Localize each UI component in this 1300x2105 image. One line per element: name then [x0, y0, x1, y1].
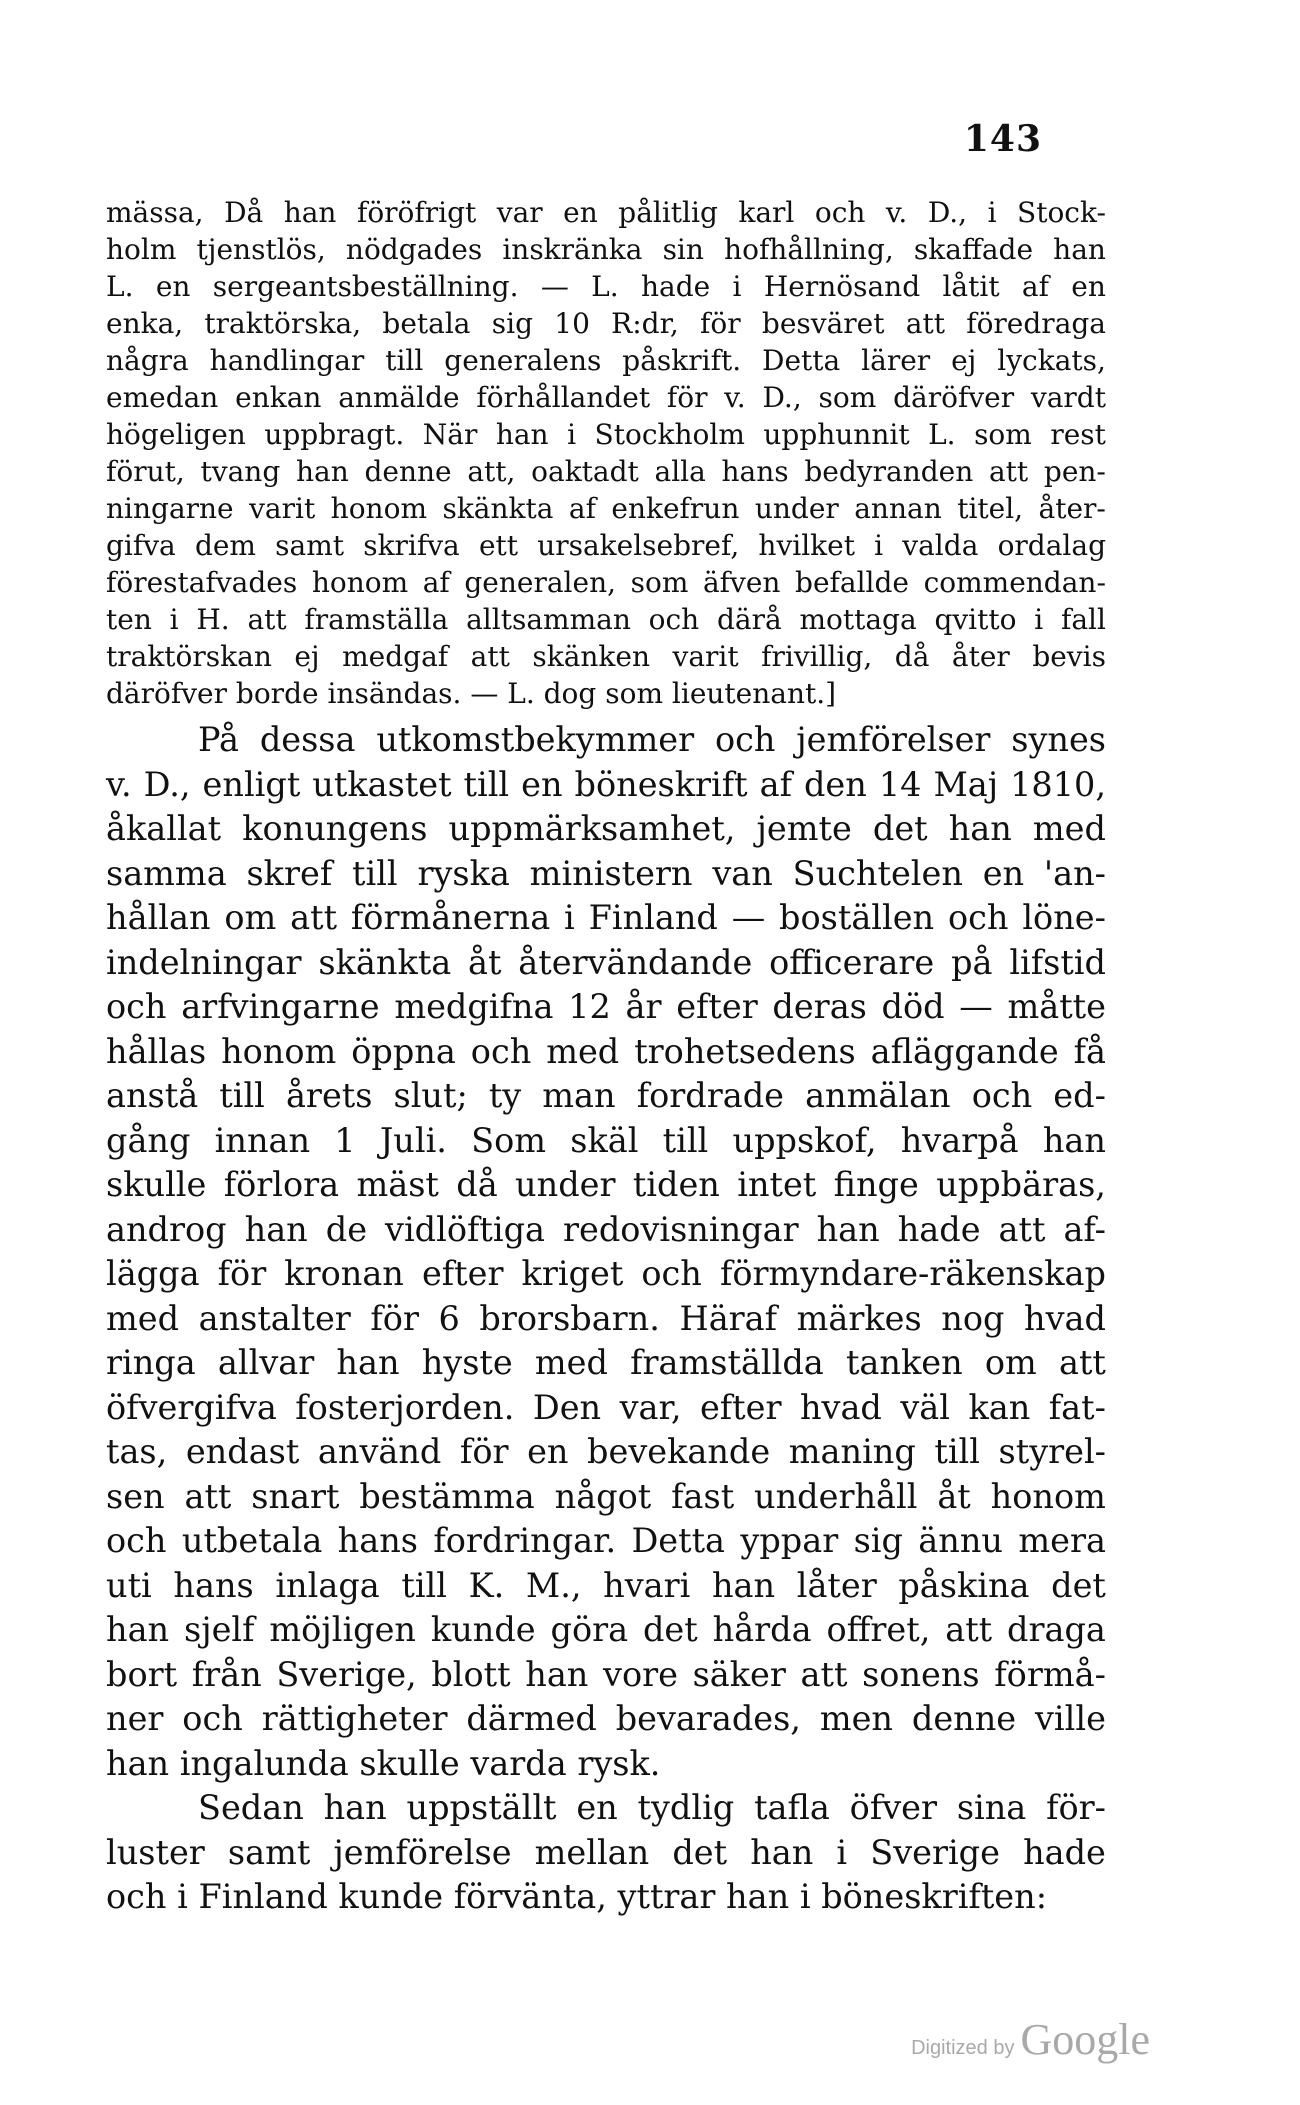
text-line: Sedan han uppställt en tydlig tafla öfver sina för- — [198, 1788, 1106, 1827]
footnote-block — [106, 194, 1106, 712]
main-text-block — [106, 718, 1106, 1920]
footnote-line: förut, tvang han denne att, oaktadt alla hans bedyranden att pen- — [106, 455, 1106, 488]
footnote-line: ten i H. att framställa alltsamman och därå mottaga qvitto i fall — [106, 603, 1106, 636]
text-line: samma skref till ryska ministern van Suchtelen en 'an- — [106, 853, 1106, 893]
text-line: luster samt jemförelse mellan det han i Sverige hade — [106, 1832, 1106, 1872]
page-number: 143 — [963, 118, 1042, 160]
text-line: öfvergifva fosterjorden. Den var, efter hvad väl kan fat- — [106, 1387, 1106, 1427]
text-line: bort från Sverige, blott han vore säker att sonens förmå- — [106, 1654, 1106, 1694]
text-line: gång innan 1 Juli. Som skäl till uppskof, hvarpå han — [106, 1120, 1106, 1160]
text-line: lägga för kronan efter kriget och förmyndare-räkenskap — [106, 1254, 1106, 1293]
digitized-by-label: Digitized by — [911, 2037, 1015, 2059]
text-line: sen att snart bestämma något fast underhåll åt honom — [106, 1476, 1106, 1516]
text-line: och arfvingarne medgifna 12 år efter deras död — måtte — [106, 987, 1106, 1026]
text-line: hållan om att förmånerna i Finland — boställen och löne- — [106, 898, 1106, 937]
text-line: ringa allvar han hyste med framställda tanken om att — [106, 1343, 1106, 1382]
footnote-line: traktörskan ej medgaf att skänken varit frivillig, då åter bevis — [106, 640, 1106, 673]
text-line: han ingalunda skulle varda rysk. — [106, 1743, 661, 1783]
footnote-line: däröfver borde insändas. — L. dog som lieutenant.] — [106, 677, 837, 710]
text-line: uti hans inlaga till K. M., hvari han låter påskina det — [106, 1565, 1106, 1605]
text-line: han sjelf möjligen kunde göra det hårda offret, att draga — [106, 1610, 1106, 1649]
text-line: anstå till årets slut; ty man fordrade anmälan och ed- — [106, 1076, 1106, 1115]
text-line: ner och rättigheter därmed bevarades, men denne ville — [106, 1699, 1106, 1738]
footnote-line: L. en sergeantsbeställning. — L. hade i Hernösand låtit af en — [106, 270, 1106, 303]
footnote-line: gifva dem samt skrifva ett ursakelsebref, hvilket i valda ordalag — [106, 529, 1106, 562]
text-line: tas, endast använd för en bevekande maning till styrel- — [106, 1432, 1106, 1471]
text-line: androg han de vidlöftiga redovisningar han hade att af- — [106, 1209, 1106, 1249]
text-line: indelningar skänkta åt återvändande officerare på lifstid — [106, 942, 1106, 982]
footnote-line: högeligen uppbragt. När han i Stockholm upphunnit L. som rest — [106, 418, 1106, 451]
text-line: På dessa utkomstbekymmer och jemförelser synes — [198, 720, 1106, 759]
text-line: skulle förlora mäst då under tiden intet finge uppbäras, — [106, 1165, 1106, 1204]
footnote-line: enka, traktörska, betala sig 10 R:dr, för besväret att föredraga — [106, 307, 1106, 340]
text-line: och i Finland kunde förvänta, yttrar han i böneskriften: — [106, 1877, 1047, 1916]
text-line: med anstalter för 6 brorsbarn. Häraf märkes nog hvad — [106, 1298, 1106, 1338]
google-logo: Google — [1020, 2015, 1150, 2064]
footnote-line: ningarne varit honom skänkta af enkefrun under annan titel, åter- — [106, 492, 1106, 525]
footnote-line: förestafvades honom af generalen, som äfven befallde commendan- — [106, 566, 1106, 599]
footnote-line: holm tjenstlös, nödgades inskränka sin hofhållning, skaffade han — [106, 233, 1106, 266]
text-line: åkallat konungens uppmärksamhet, jemte det han med — [106, 809, 1106, 848]
text-line: v. D., enligt utkastet till en böneskrift af den 14 Maj 1810, — [106, 764, 1106, 804]
footnote-line: mässa, Då han föröfrigt var en pålitlig karl och v. D., i Stock- — [106, 196, 1106, 229]
footnote-line: några handlingar till generalens påskrift. Detta lärer ej lyckats, — [106, 344, 1106, 377]
footnote-line: emedan enkan anmälde förhållandet för v. D., som däröfver vardt — [106, 381, 1106, 414]
text-line: och utbetala hans fordringar. Detta yppar sig ännu mera — [106, 1521, 1106, 1560]
text-line: hållas honom öppna och med trohetsedens afläggande få — [106, 1031, 1106, 1071]
digitized-watermark — [911, 2014, 1150, 2065]
